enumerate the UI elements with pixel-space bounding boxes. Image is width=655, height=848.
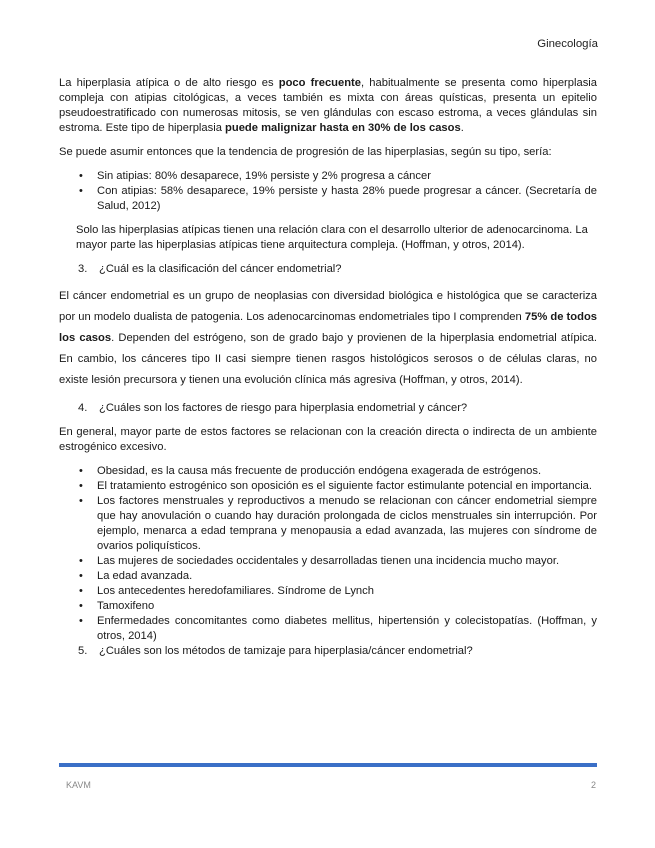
- question-text: ¿Cuáles son los métodos de tamizaje para hiperplasia/cáncer endometrial?: [99, 645, 473, 657]
- question-number: 5.: [78, 645, 88, 657]
- bold-text: poco frecuente: [278, 77, 362, 89]
- paragraph-atypical-hyperplasia: [59, 76, 597, 136]
- text-run: , habitualmente se presenta como hiperplasia compleja con atipias citológicas, a veces también es mixta con áreas quísticas, presenta un epitelio pseudoestratificado con numerosas mitosis, se ven glándulas con escaso estroma, a veces glándulas sin estroma. Este tipo de hiperplasia: [59, 77, 598, 134]
- paragraph-endometrial-cancer: [59, 286, 597, 391]
- list-item: • Tamoxifeno: [59, 599, 597, 614]
- footer-author: KAVM: [66, 780, 91, 790]
- risk-factor-list: [59, 464, 597, 644]
- list-item: • Enfermedades concomitantes como diabetes mellitus, hipertensión y colecistopatías. (Hoffman, y otros, 2014): [59, 614, 597, 644]
- list-item: • El tratamiento estrogénico son oposición es el siguiente factor estimulante potencial en importancia.: [59, 479, 597, 494]
- list-item: • Los antecedentes heredofamiliares. Síndrome de Lynch: [59, 584, 597, 599]
- question-number: 4.: [78, 402, 88, 414]
- question-text: ¿Cuál es la clasificación del cáncer endometrial?: [99, 263, 342, 275]
- list-item: • Obesidad, es la causa más frecuente de producción endógena exagerada de estrógenos.: [59, 464, 597, 479]
- bold-text: 75% de todos los casos: [59, 311, 597, 344]
- footer-divider: [59, 763, 597, 767]
- page-header-title: Ginecología: [537, 38, 598, 50]
- question-3: [59, 262, 597, 277]
- document-body: [59, 76, 597, 668]
- list-item: • Las mujeres de sociedades occidentales y desarrolladas tienen una incidencia mucho mayor.: [59, 554, 597, 569]
- list-item: • Con atipias: 58% desaparece, 19% persiste y hasta 28% puede progresar a cáncer. (Secretaría de Salud, 2012): [59, 184, 597, 214]
- text-run: .: [460, 122, 464, 134]
- paragraph-progression: Se puede asumir entonces que la tendencia de progresión de las hiperplasias, según su tipo, sería:: [59, 146, 552, 158]
- question-5: [59, 644, 597, 659]
- list-item: • Los factores menstruales y reproductivos a menudo se relacionan con cáncer endometrial siempre que hay anovulación o cuando hay duración prolongada de ciclos menstruales sin interrupción. Por ejemplo, menarca a edad temprana y menopausia a edad avanzada, las mujeres con síndrome de ovarios poliquísticos.: [59, 494, 597, 554]
- text-run: . Dependen del estrógeno, son de grado bajo y provienen de la hiperplasia endometrial atípica. En cambio, los cánceres tipo II casi siempre tienen rasgos histológicos serosos o de células claras, no existe lesión precursora y tienen una evolución clínica más agresiva (Hoffman, y otros, 2014).: [59, 332, 597, 386]
- list-item: • La edad avanzada.: [59, 569, 597, 584]
- paragraph-atypical-relation: Solo las hiperplasias atípicas tienen una relación clara con el desarrollo ulterior de adenocarcinoma. La mayor parte las hiperplasias atípicas tiene arquitectura compleja. (Hoffman, y otros, 2014).: [76, 224, 588, 251]
- bold-text: puede malignizar hasta en 30% de los casos: [225, 122, 461, 134]
- paragraph-risk-factors: En general, mayor parte de estos factores se relacionan con la creación directa o indirecta de un ambiente estrogénico excesivo.: [59, 426, 597, 453]
- question-number: 3.: [78, 263, 88, 275]
- text-run: El cáncer endometrial es un grupo de neoplasias con diversidad biológica e histológica que se caracteriza por un modelo dualista de patogenia. Los adenocarcinomas endometriales tipo I comprenden: [59, 290, 597, 323]
- question-text: ¿Cuáles son los factores de riesgo para hiperplasia endometrial y cáncer?: [99, 402, 468, 414]
- question-4: [59, 401, 597, 416]
- text-run: La hiperplasia atípica o de alto riesgo es: [59, 77, 279, 89]
- progression-list: [59, 169, 597, 214]
- list-item: • Sin atipias: 80% desaparece, 19% persiste y 2% progresa a cáncer: [59, 169, 597, 184]
- page-number: 2: [590, 780, 596, 790]
